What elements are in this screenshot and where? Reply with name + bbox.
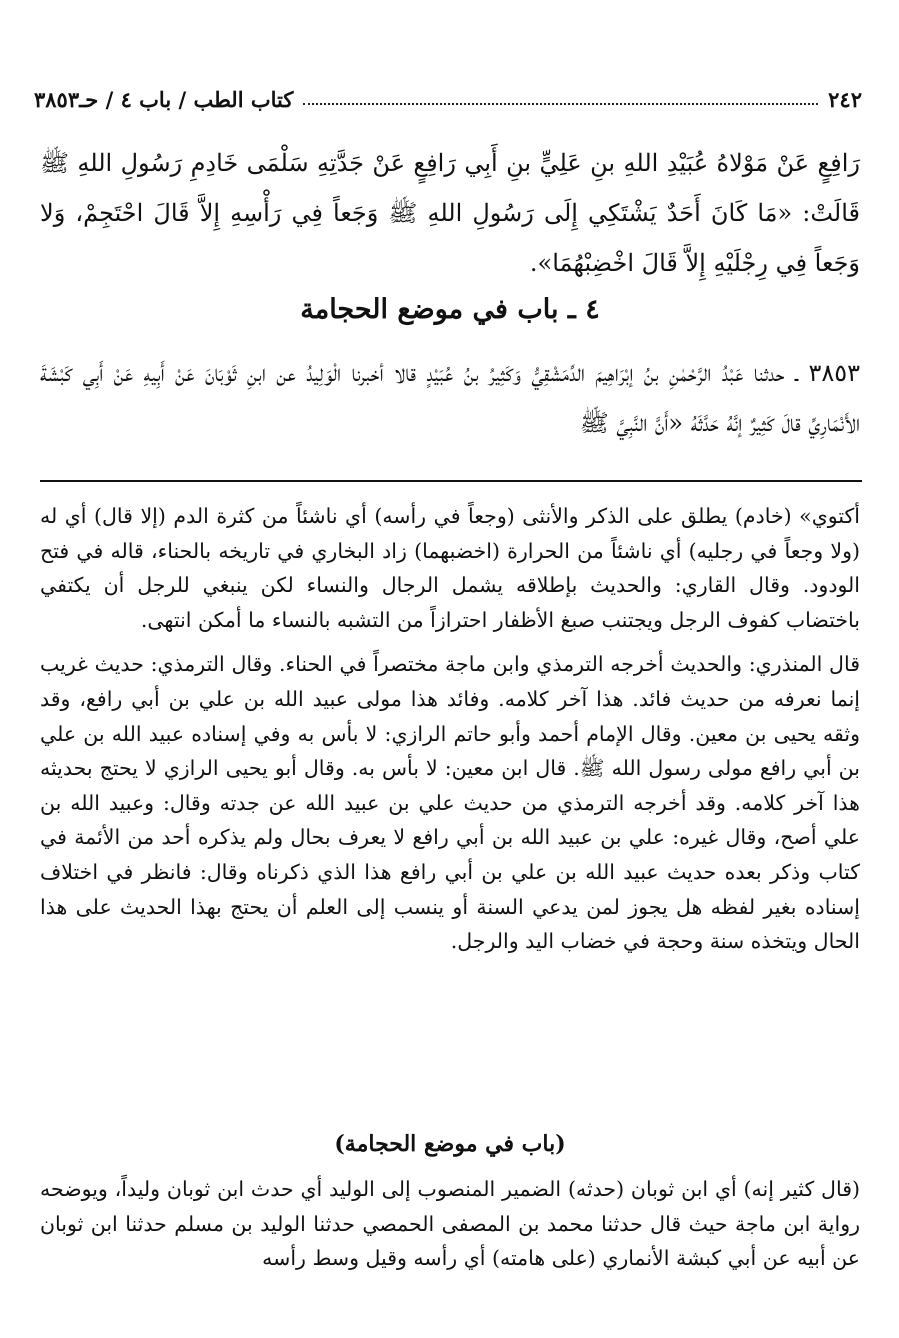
main-paragraph: رَافِعٍ عَنْ مَوْلاهُ عُبَيْدِ اللهِ بنِ عَلِيٍّ بنِ أَبِي رَافِعٍ عَنْ جَدَّتِهِ سَلْمَى خَادِمِ رَسُولِ اللهِ ﷺ قَالَتْ: «مَا كَانَ أَحَدٌ يَشْتَكِي إِلَى رَسُولِ اللهِ ﷺ وَجَعاً فِي رَأْسِهِ إِلاَّ قَالَ احْتَجِمْ، وَلا وَجَعاً فِي رِجْلَيْهِ إِلاَّ قَالَ اخْضِبْهُمَا». xyxy=(40,149,861,277)
note-paragraph: أكتوي» (خادم) يطلق على الذكر والأنثى (وجعاً في رأسه) أي ناشئاً من كثرة الدم (إلا قال) أي له (ولا وجعاً في رجليه) أي ناشئاً من الحرارة (اخضبهما) زاد البخاري في تاريخه بالحناء، قاله في فتح الودود. وقال القاري: والحديث بإطلاقه يشمل الرجال والنساء لكن ينبغي للرجل أن يكتفي باختضاب كفوف الرجل ويجتنب صبغ الأظفار احترازاً من التشبه بالنساء ما أمكن انتهى. xyxy=(40,504,860,632)
note-paragraph: قال المنذري: والحديث أخرجه الترمذي وابن ماجة مختصراً في الحناء. وقال الترمذي: حديث غريب إنما نعرفه من حديث فائد. هذا آخر كلامه. وفائد هذا مولى عبيد الله بن علي بن أبي رافع، وقد وثقه يحيى بن معين. وقال الإمام أحمد وأبو حاتم الرازي: لا بأس به وفي إسناده عبيد الله بن علي بن أبي رافع مولى رسول الله ﷺ. قال ابن معين: لا بأس به. وقال أبو يحيى الرازي لا يحتج بحديثه هذا آخر كلامه. وقد أخرجه الترمذي من حديث علي بن عبيد الله عن جدته وقال: وعبيد الله بن علي أصح، وقال غيره: علي بن عبيد الله بن أبي رافع لا يعرف بحال ولم يذكره أحد من الأئمة في كتاب وذكر بعده حديث عبيد الله بن علي بن أبي رافع هذا الذي ذكرناه وقال: فانظر في اختلاف إسناده بغير لفظه هل يجوز لمن يدعي السنة أو ينسب إلى العلم أن يحتج بهذا الحديث على هذا الحال ويتخذه سنة وحجة في خضاب اليد والرجل. xyxy=(40,652,860,954)
hadith-3853 xyxy=(40,348,860,448)
hadith-paragraph: ٣٨٥٣ ـ حدثنا عَبْدُ الرَّحْمٰنِ بنُ إبْرَاهِيمَ الدِّمَشْقِيُّ وَكَثِيرُ بنُ عُبَيْدٍ قالا أخبرنا الْوَلِيدُ عن ابنِ ثَوْبَانَ عَنْ أَبِيهِ عَنْ أَبِي كَبْشَةَ الأَنْمَارِيِّ قالَ كَثِيرٌ إنَّهُ حَدَّثَهُ «أَنَّ النَّبِيَّ ﷺ xyxy=(40,359,860,437)
commentary-section xyxy=(40,1172,860,1276)
main-hadith-text xyxy=(40,138,860,288)
header-dotted-leader xyxy=(303,93,818,105)
commentary-paragraph: (قال كثير إنه) أي ابن ثوبان (حدثه) الضمير المنصوب إلى الوليد أي حدث ابن ثوبان وليداً، ويوضحه رواية ابن ماجة حيث قال حدثنا محمد بن المصفى الحمصي حدثنا الوليد بن مسلم حدثنا ابن ثوبان عن أبيه عن أبي كبشة الأنماري (على هامته) أي رأسه وقيل وسط رأسه xyxy=(40,1177,860,1271)
footnote-divider xyxy=(40,480,862,482)
chapter-heading: ٤ ـ باب في موضع الحجامة xyxy=(300,294,600,325)
page-number: ٢٤٢ xyxy=(828,86,862,112)
running-title: كتاب الطب / باب ٤ / حـ٣٨٥٣ xyxy=(34,86,294,112)
footnotes-section xyxy=(40,499,860,969)
commentary-heading: (باب في موضع الحجامة) xyxy=(334,1131,566,1157)
running-header xyxy=(34,82,862,116)
